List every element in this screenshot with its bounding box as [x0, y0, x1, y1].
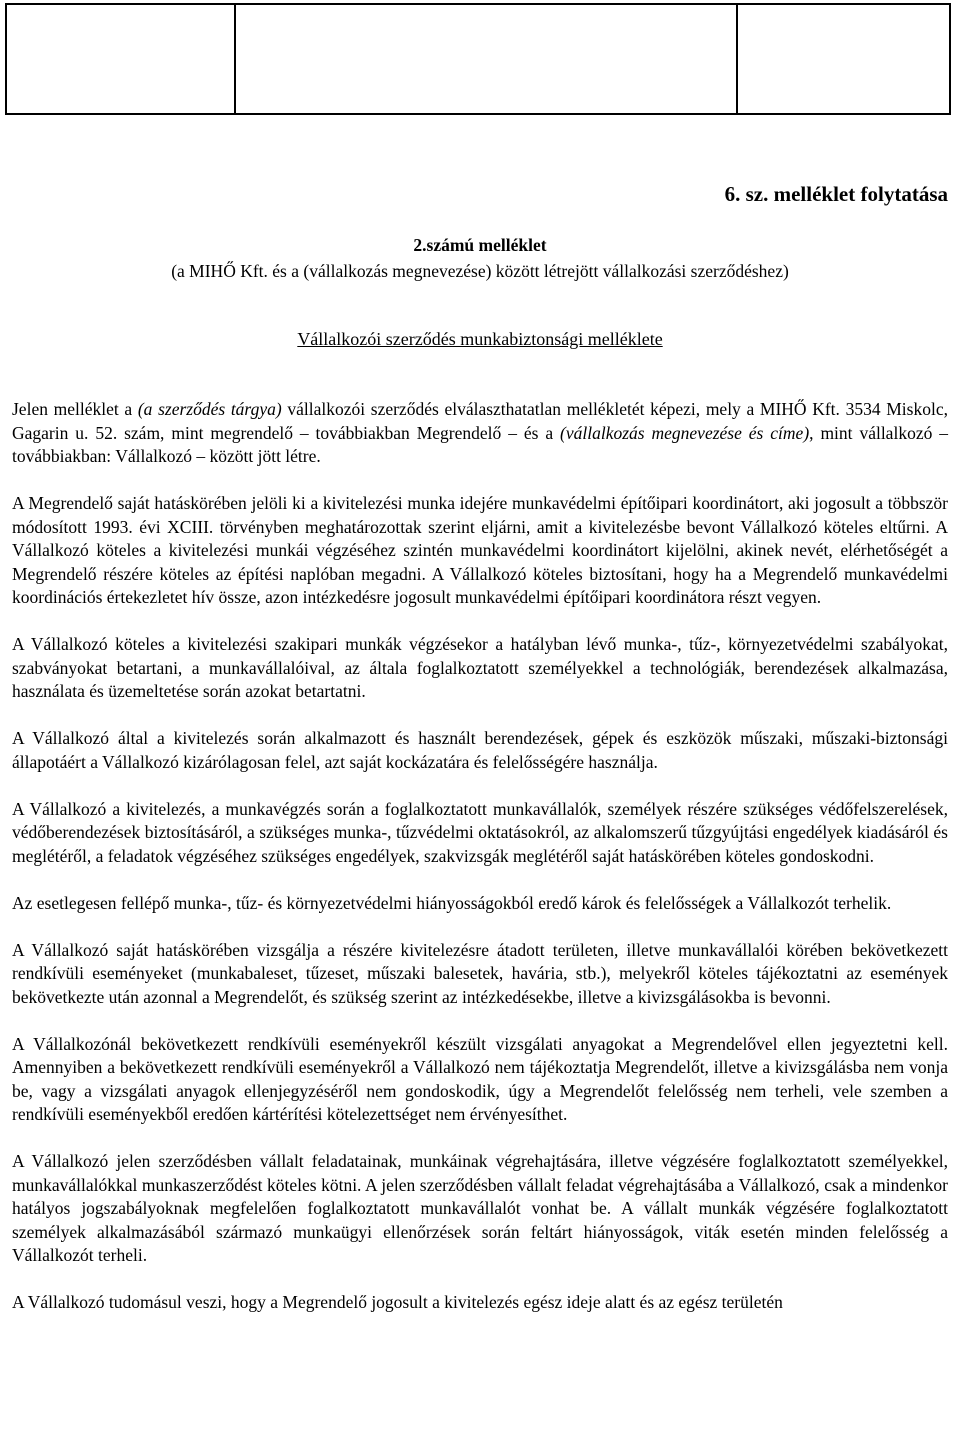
annex-subtitle-part1: (a MIHŐ Kft. és a: [171, 261, 304, 281]
contract-annex-title: Vállalkozói szerződés munkabiztonsági melléklete: [297, 329, 663, 349]
paragraph-intro-part1: Jelen melléklet a: [12, 399, 138, 419]
issue-number: Kiadás: 1.: [802, 7, 885, 29]
annex-heading: [0, 232, 960, 284]
annex-subtitle-italic: (vállalkozás megnevezése): [303, 261, 492, 281]
revision-number: Módosítás: 4.: [789, 34, 898, 56]
annex-number: 2.számú melléklet: [413, 235, 547, 255]
paragraph-coordinator: A Megrendelő saját hatáskörében jelöli ki a kivitelezési munka idejére munkavédelmi építőipari koordinátort, aki jogosult a többször módosított 1993. évi XCIII. törvényben meghatározottak szerint eljárni, amit a kivitelezésbe bevont Vállalkozó köteles eltűrni. A Vállalkozó köteles a kivitelezési munkái végzéséhez szintén munkavédelmi koordinátort kijelölni, akinek nevét, elérhetőségét a Megrendelő részére köteles az építési naplóban megadni. A Vállalkozó köteles biztosítani, hogy ha a Megrendelő munkavédelmi koordinációs értekezletet hív össze, azon intézkedésre jogosult munkavédelmi építőipari koordinátora részt vegyen.: [12, 493, 948, 607]
paragraph-intro-part3: , mint vállalkozó – továbbiakban: Vállalkozó – között jött létre.: [12, 422, 948, 466]
paragraph-incident-reports: A Vállalkozónál bekövetkezett rendkívüli eseményekről készült vizsgálati anyagokat a Megrendelővel ellen jegyeztetni kell. Amennyiben a bekövetkezett rendkívüli eseményekről a Vállalkozó nem tájékoztatja Megrendelőt, illetve a kivizsgálásba nem vonja be, vagy a vizsgálati anyagok ellenjegyzéséről nem gondoskodik, úgy a Megrendelőt felelősség nem terheli, vele szemben a rendkívüli eseményekből eredően kártérítési kötelezettséget nem érvényesíthet.: [12, 1033, 948, 1124]
paragraph-employment: A Vállalkozó jelen szerződésben vállalt feladatainak, munkáinak végrehajtására, illetve végzésére foglalkoztatott személyekkel, munkavállalókkal munkaszerződést köteles kötni. A jelen szerződésben vállalt feladat végrehajtásába a Vállalkozó, csak a mindenkor hatályos jogszabályoknak megfelelően foglalkoztatott munkavállalót vonhat be. A vállalt munkák végzésére foglalkoztatott személyek alkalmazásából származó munkaügyi ellenőrzések során feltárt hiányosságok, viták esetén minden felelősség a Vállalkozót terheli.: [12, 1151, 948, 1265]
paragraph-liability: Az esetlegesen fellépő munka-, tűz- és környezetvédelmi hiányosságokból eredő károk és felelősségek a Vállalkozót terhelik.: [12, 892, 892, 913]
header-meta-cell: [737, 4, 950, 114]
paragraph-intro-contractor: (vállalkozás megnevezése és címe): [560, 422, 810, 443]
paragraph-intro-part2: vállalkozói szerződés elválaszthatatlan mellékletét képezi, mely a MIHŐ Kft. 3534 Miskolc, Gagarin u. 52. szám, mint megrendelő – továbbiakban Megrendelő – és a: [12, 399, 948, 443]
document-title-line1: Árajánlatkérés, szerződésminták,: [292, 44, 680, 74]
paragraph-equipment: A Vállalkozó által a kivitelezés során alkalmazott és használt berendezések, gépek és eszközök műszaki, műszaki-biztonsági állapotáért a Vállalkozó kizárólagosan felel, azt saját kockázatára és felelősségére használja.: [12, 728, 948, 772]
paragraph-intro-subject: (a szerződés tárgya): [137, 399, 282, 419]
document-code: ME-7.4.2: [432, 12, 540, 42]
document-header: [5, 3, 951, 115]
paragraph-incidents: A Vállalkozó saját hatáskörében vizsgálja a részére kivitelezésre átadott területen, illetve munkavállalói körében bekövetkezett rendkívüli eseményeket (munkabaleset, tűzeset, műszaki balesetek, havária, stb.), melyekről köteles tájékoztatni az események bekövetkezte után azonnal a Megrendelőt, és szükség szerint az intézkedésekbe, illetve a kivizsgálásokba is bevonni.: [12, 939, 948, 1007]
paragraph-protective-gear: A Vállalkozó a kivitelezés, a munkavégzés során a foglalkoztatott munkavállalók, személyek részére szükséges védőfelszerelések, védőberendezések biztosításáról, a szükséges munka-, tűzvédelmi oktatásokról, az alkalomszerű tűzgyújtási engedélyek kiadásáról és meglétéről, a feladatok végzéséhez szükséges engedélyek, szakvizsgák meglétéről saját hatáskörében köteles gondoskodni.: [12, 798, 948, 866]
annex-subtitle: [0, 258, 960, 284]
pages-label: Oldalak száma: [784, 61, 903, 83]
header-company-cell: [6, 4, 235, 114]
company-name: MIHŐ Miskolci: [52, 25, 189, 47]
paragraph-inspection: A Vállalkozó tudomásul veszi, hogy a Megrendelő jogosult a kivitelezés egész ideje alatt és az egész területén: [12, 1292, 783, 1312]
paragraph-safety-rules: A Vállalkozó köteles a kivitelezési szakipari munkák végzésekor a hatályban lévő munka-, tűz-, környezetvédelmi szabályokat, szabványokat betartani, a munkavállalóival, az általa foglalkoztatott személyekkel a technológiák, berendezések alkalmazása, használata és üzemeltetése során azokat betartatni.: [12, 634, 948, 701]
company-subname: Hőszolgáltató Kft.: [42, 71, 199, 93]
page-number: 28/38: [820, 88, 867, 110]
annex-subtitle-part2: között létrejött vállalkozási szerződéshez): [491, 261, 789, 281]
paragraph-intro: [12, 398, 948, 469]
document-body: [12, 398, 948, 1338]
document-title-line2: vállalkozók értékelése: [359, 76, 613, 106]
header-title-cell: [235, 4, 737, 114]
annex-continuation: 6. sz. melléklet folytatása: [724, 182, 948, 206]
